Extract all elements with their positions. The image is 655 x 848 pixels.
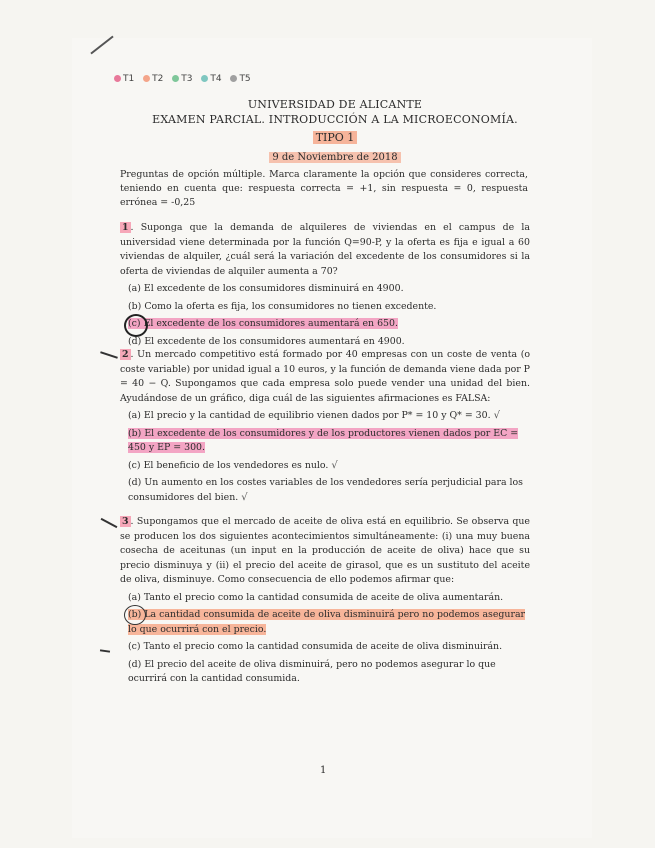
- check-mark-icon: √: [241, 491, 248, 503]
- option-a[interactable]: (a) El excedente de los consumidores disminuirá en 4900.: [128, 283, 404, 294]
- option-d[interactable]: (d) El precio del aceite de oliva disminuirá, pero no podemos asegurar lo que ocurrirá con la cantidad consumida.: [128, 658, 496, 684]
- option-a[interactable]: (a) El precio y la cantidad de equilibrio vienen dados por P* = 10 y Q* = 30. √: [128, 410, 500, 421]
- option-d[interactable]: (d) Un aumento en los costes variables de los vendedores sería perjudicial para los consumidores del bien. √: [128, 477, 523, 503]
- option-b[interactable]: (b) Como la oferta es fija, los consumidores no tienen excedente.: [128, 300, 437, 312]
- option-d[interactable]: (d) El excedente de los consumidores aumentará en 4900.: [128, 335, 405, 347]
- exam-header: [150, 98, 520, 164]
- option-c[interactable]: (c) Tanto el precio como la cantidad consumida de aceite de oliva disminuirán.: [128, 641, 503, 652]
- tag-dot-icon: [230, 75, 237, 82]
- answer-circle-mark: [124, 605, 146, 625]
- option-c[interactable]: (c) El beneficio de los vendedores es nulo. √: [128, 459, 338, 471]
- color-tags: [114, 74, 257, 84]
- tag-t4: T4: [201, 74, 221, 84]
- answer-highlight: (b) El excedente de los consumidores y de los productores vienen dados por EC = 450 y EP = 300.: [128, 427, 519, 453]
- tag-dot-icon: [201, 75, 208, 82]
- option-a[interactable]: (a) Tanto el precio como la cantidad consumida de aceite de oliva aumentarán.: [128, 591, 504, 603]
- tag-t2: T2: [143, 74, 163, 84]
- exam-date: 9 de Noviembre de 2018: [269, 152, 400, 163]
- tag-dot-icon: [172, 75, 179, 82]
- check-mark-icon: √: [331, 459, 338, 471]
- tag-t3: T3: [172, 74, 192, 84]
- answer-highlight: (b) La cantidad consumida de aceite de oliva disminuirá pero no podemos asegurar lo que ocurrirá con el precio.: [128, 609, 526, 635]
- university-name: UNIVERSIDAD DE ALICANTE: [247, 98, 423, 111]
- check-mark-icon: √: [493, 410, 500, 421]
- answer-highlight: (c) El excedente de los consumidores aumentará en 650.: [128, 318, 398, 329]
- tag-dot-icon: [143, 75, 150, 82]
- tag-dot-icon: [114, 75, 121, 82]
- option-b-selected[interactable]: [128, 608, 530, 637]
- page-number: 1: [320, 765, 327, 776]
- tag-t1: T1: [114, 74, 134, 84]
- exam-title: EXAMEN PARCIAL. INTRODUCCIÓN A LA MICROECONOMÍA.: [152, 113, 518, 126]
- option-b-selected[interactable]: [128, 427, 530, 456]
- option-c-selected[interactable]: [128, 317, 530, 332]
- question-number: 3: [122, 516, 129, 527]
- question-3: [120, 515, 530, 687]
- question-1: [120, 221, 530, 349]
- instructions: Preguntas de opción múltiple. Marca claramente la opción que consideres correcta, teniendo en cuenta que: respuesta correcta = +1, sin respuesta = 0, respuesta errónea = -0,25: [120, 169, 528, 208]
- question-stem: 1 . Suponga que la demanda de alquileres de viviendas en el campus de la universidad viene determinada por la función Q=90-P, y la oferta es fija e igual a 60 viviendas de alquiler, ¿cuál será la variación del excedente de los consumidores si la oferta de viviendas de alquiler aumenta a 70?: [120, 222, 530, 277]
- question-number: 2: [122, 349, 129, 360]
- question-stem: 3 . Supongamos que el mercado de aceite de oliva está en equilibrio. Se observa que se producen los dos siguientes acontecimientos simultáneamente: (i) una muy buena cosecha de aceitunas (un input en la producción de aceite de oliva) hace que su precio disminuya y (ii) el precio del aceite de girasol, que es un sustituto del aceite de oliva, disminuye. Como consecuencia de ello podemos afirmar que:: [120, 516, 530, 585]
- question-2: [120, 348, 530, 505]
- question-number: 1: [122, 222, 129, 233]
- tag-t5: T5: [230, 74, 250, 84]
- exam-type: TIPO 1: [313, 131, 358, 144]
- question-stem: 2 . Un mercado competitivo está formado por 40 empresas con un coste de venta (o coste variable) por unidad igual a 10 euros, y la función de demanda viene dada por P = 40 − Q. Supongamos que cada empresa solo puede vender una unidad del bien. Ayudándose de un gráfico, diga cuál de las siguientes afirmaciones es FALSA:: [120, 349, 531, 404]
